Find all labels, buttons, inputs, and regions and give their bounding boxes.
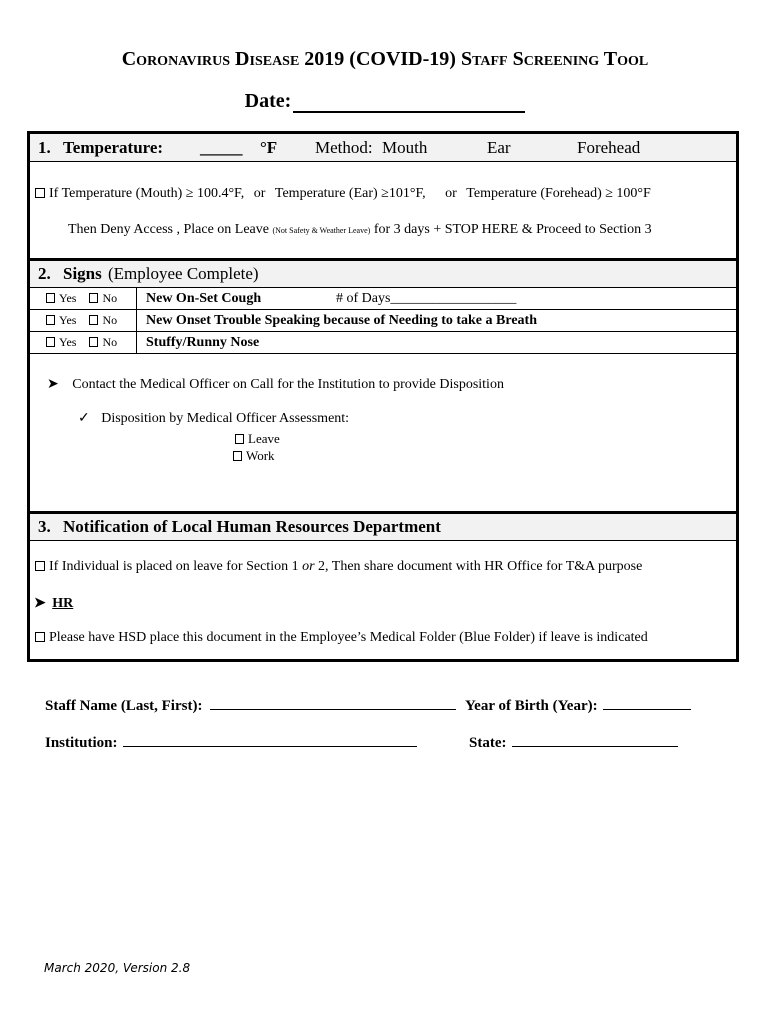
method-label: Method: bbox=[315, 138, 373, 157]
temperature-criteria bbox=[35, 186, 651, 202]
section1-label: Temperature: bbox=[63, 138, 164, 157]
work-checkbox[interactable] bbox=[233, 451, 242, 461]
sign-row-speaking bbox=[30, 310, 736, 332]
work-label: Work bbox=[246, 448, 275, 463]
screening-form bbox=[27, 131, 739, 662]
no-label: No bbox=[102, 313, 118, 327]
days-field[interactable]: # of Days__________________ bbox=[336, 291, 517, 306]
no-checkbox[interactable] bbox=[89, 315, 98, 325]
hsd-instruction bbox=[35, 630, 648, 646]
criteria-or-2: or bbox=[445, 186, 457, 201]
contact-text: Contact the Medical Officer on Call for the Institution to provide Disposition bbox=[72, 377, 504, 392]
leave-note: (Not Safety & Weather Leave) bbox=[272, 226, 371, 235]
section2-header bbox=[30, 258, 736, 288]
form-title-text: Coronavirus Disease 2019 (COVID-19) Staff Screening Tool bbox=[121, 48, 649, 70]
institution-blank[interactable] bbox=[123, 732, 417, 747]
disposition-line bbox=[78, 410, 349, 427]
sign-row-options bbox=[30, 332, 137, 353]
hr-share-checkbox[interactable] bbox=[35, 561, 45, 571]
sign-speaking-label: New Onset Trouble Speaking because of Needing to take a Breath bbox=[146, 313, 537, 328]
contact-instruction bbox=[47, 376, 504, 393]
hr-share-or: or bbox=[302, 559, 315, 574]
yes-checkbox[interactable] bbox=[46, 337, 55, 347]
method-mouth[interactable]: Mouth bbox=[382, 138, 428, 157]
yes-checkbox[interactable] bbox=[46, 293, 55, 303]
staff-name-field[interactable] bbox=[45, 695, 456, 715]
leave-instruction bbox=[68, 222, 652, 238]
hr-share-instruction bbox=[35, 559, 642, 575]
criteria-or-1: or bbox=[253, 186, 266, 201]
section1-number: 1. bbox=[38, 138, 51, 157]
state-label: State: bbox=[469, 735, 507, 751]
section3-number: 3. bbox=[38, 517, 51, 536]
section3-header bbox=[30, 511, 736, 541]
yes-label: Yes bbox=[59, 291, 77, 305]
year-of-birth-label: Year of Birth (Year): bbox=[465, 698, 598, 714]
criteria-mouth: If Temperature (Mouth) ≥ 100.4°F, bbox=[49, 186, 245, 201]
staff-name-label: Staff Name (Last, First): bbox=[45, 698, 203, 714]
temperature-unit: °F bbox=[260, 138, 278, 157]
institution-field[interactable] bbox=[45, 732, 417, 752]
hsd-checkbox[interactable] bbox=[35, 632, 45, 642]
sign-nose-label: Stuffy/Runny Nose bbox=[146, 335, 260, 350]
method-ear[interactable]: Ear bbox=[487, 138, 511, 157]
option-work[interactable] bbox=[233, 448, 275, 464]
yes-checkbox[interactable] bbox=[46, 315, 55, 325]
criteria-forehead: Temperature (Forehead) ≥ 100°F bbox=[466, 186, 651, 201]
option-leave[interactable] bbox=[235, 431, 280, 447]
section2-label: Signs bbox=[63, 264, 102, 283]
date-blank[interactable] bbox=[293, 91, 525, 113]
institution-label: Institution: bbox=[45, 735, 118, 751]
arrow-bullet-icon: ➤ bbox=[47, 377, 59, 392]
yes-label: Yes bbox=[59, 313, 77, 327]
yes-label: Yes bbox=[59, 335, 77, 349]
hr-share-text-pre: If Individual is placed on leave for Section 1 bbox=[49, 559, 299, 574]
leave-label: Leave bbox=[248, 431, 280, 446]
form-title bbox=[0, 48, 770, 71]
leave-checkbox[interactable] bbox=[235, 434, 244, 444]
version-footer: March 2020, Version 2.8 bbox=[44, 961, 191, 975]
section3-label: Notification of Local Human Resources Department bbox=[63, 517, 441, 536]
checkmark-icon: ✓ bbox=[78, 411, 90, 426]
leave-action: Then Deny Access , Place on Leave bbox=[68, 222, 269, 237]
criteria-checkbox[interactable] bbox=[35, 188, 45, 198]
section1-header bbox=[30, 134, 736, 162]
section2-number: 2. bbox=[38, 264, 51, 283]
method-forehead[interactable]: Forehead bbox=[577, 138, 641, 157]
no-checkbox[interactable] bbox=[89, 337, 98, 347]
date-label: Date: bbox=[244, 90, 292, 112]
state-blank[interactable] bbox=[512, 732, 678, 747]
hr-heading bbox=[34, 595, 73, 612]
arrow-bullet-icon: ➤ bbox=[34, 596, 46, 611]
temperature-blank[interactable]: _____ bbox=[200, 138, 243, 157]
sign-row-nose bbox=[30, 332, 736, 354]
no-label: No bbox=[102, 291, 118, 305]
no-label: No bbox=[102, 335, 118, 349]
disposition-text: Disposition by Medical Officer Assessment: bbox=[101, 411, 350, 426]
hr-share-text-post: 2, Then share document with HR Office for T&A purpose bbox=[318, 559, 643, 574]
sign-row-options bbox=[30, 310, 137, 331]
sign-cough-label: New On-Set Cough bbox=[146, 291, 262, 306]
hr-label: HR bbox=[52, 596, 74, 611]
state-field[interactable] bbox=[469, 732, 678, 752]
criteria-ear: Temperature (Ear) ≥101°F, bbox=[274, 186, 426, 201]
hsd-text: Please have HSD place this document in the Employee’s Medical Folder (Blue Folder) if leave is indicated bbox=[49, 630, 648, 645]
no-checkbox[interactable] bbox=[89, 293, 98, 303]
section2-sublabel: (Employee Complete) bbox=[108, 264, 259, 283]
year-of-birth-blank[interactable] bbox=[603, 695, 691, 710]
staff-name-blank[interactable] bbox=[210, 695, 456, 710]
leave-action-post: for 3 days + STOP HERE & Proceed to Section 3 bbox=[373, 222, 652, 237]
sign-row-cough bbox=[30, 288, 736, 310]
sign-row-options bbox=[30, 288, 137, 309]
date-field[interactable] bbox=[0, 90, 770, 113]
year-of-birth-field[interactable] bbox=[465, 695, 691, 715]
